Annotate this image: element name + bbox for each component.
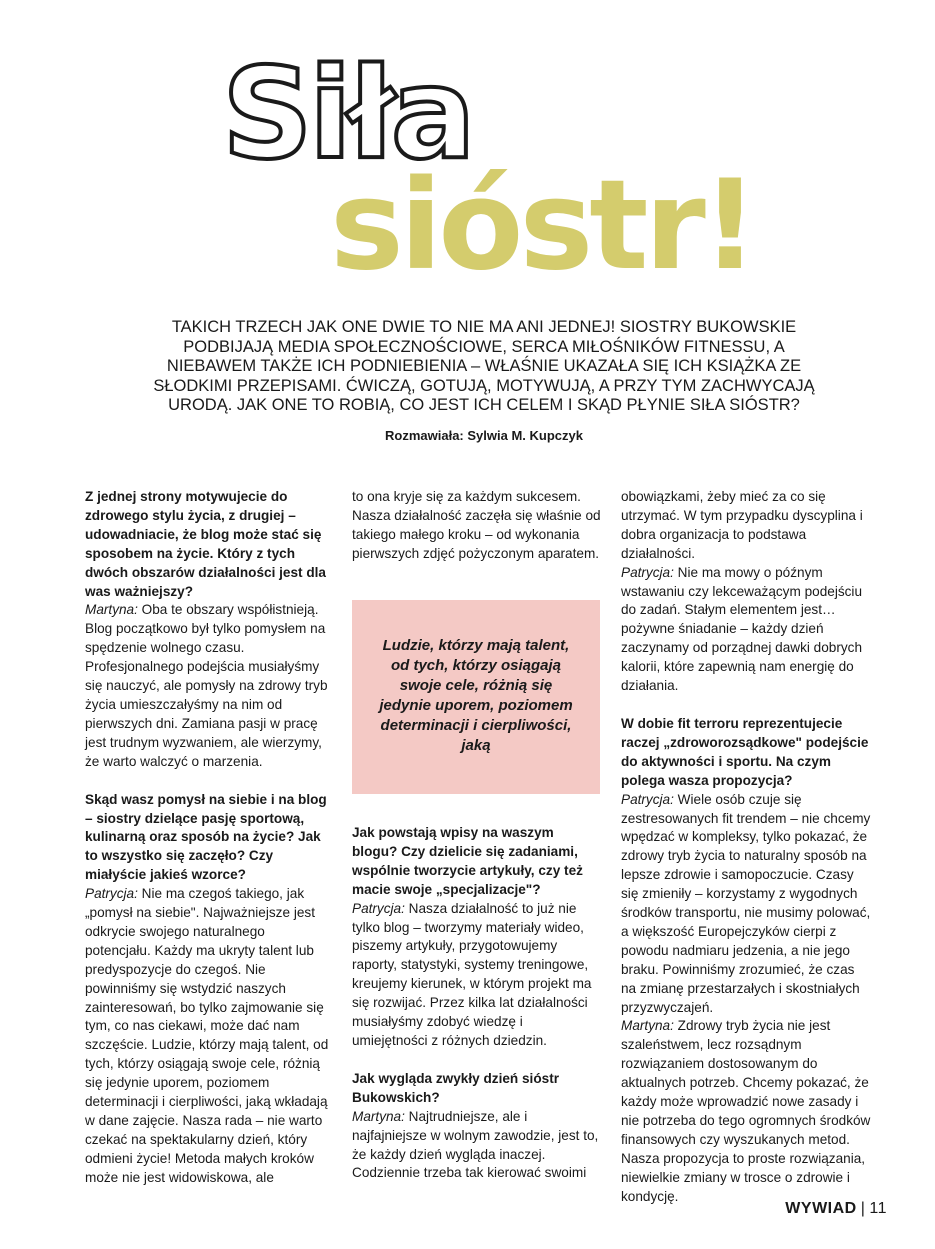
answer-4: [352, 1108, 602, 1184]
answer-7: [621, 1017, 871, 1206]
question-1: Z jednej strony motywujecie do zdrowego stylu życia, z drugiej – udowadniacie, że blog może stać się sposobem na życie. Który z tych dwóch obszarów działalności jest dla was ważniejszy?: [85, 489, 326, 599]
continued-text: to ona kryje się za każdym sukcesem. Nasza działalność zaczęła się właśnie od takiego małego kroku – od wykonania pierwszych zdjęć pożyczonym aparatem.: [352, 489, 601, 561]
lead-paragraph: TAKICH TRZECH JAK ONE DWIE TO NIE MA ANI JEDNEJ! SIOSTRY BUKOWSKIE PODBIJAJĄ MEDIA SPOŁECZNOŚCIOWE, SERCA MIŁOŚNIKÓW FITNESSU, A NIEBAWEM TAKŻE ICH PODNIEBIENIA – WŁAŚNIE UKAZAŁA SIĘ ICH KSIĄŻKA ZE SŁODKIMI PRZEPISAMI. ĆWICZĄ, GOTUJĄ, MOTYWUJĄ, A PRZY TYM ZACHWYCAJĄ URODĄ. JAK ONE TO ROBIĄ, CO JEST ICH CELEM I SKĄD PŁYNIE SIŁA SIÓSTR?: [153, 318, 815, 414]
footer-separator: |: [860, 1200, 866, 1217]
title-line-2: sióstr!: [330, 154, 755, 298]
speaker-label: Patrycja:: [352, 900, 405, 916]
question-2: Skąd wasz pomysł na siebie i na blog – siostry dzielące pasję sportową, kulinarną oraz sposób na życie? Jak to wszystko się zaczęło? Czy miałyście jakieś wzorce?: [85, 791, 327, 883]
answer-text: Najtrudniejsze, ale i najfajniejsze w wolnym zawodzie, jest to, że każdy dzień wygląda inaczej. Codziennie trzeba tak kierować swoimi: [352, 1108, 599, 1181]
speaker-label: Martyna:: [85, 602, 138, 618]
page-footer: [785, 1200, 887, 1218]
answer-2: [85, 885, 333, 1188]
answer-1: [85, 601, 333, 771]
answer-text: Nie ma mowy o późnym wstawaniu czy lekceważącym podejściu do zadań. Stałym elementem jest… pożywne śniadanie – każdy dzień zaczynamy od porządnej dawki dobrych kalorii, które zapewnią nam energię do działania.: [621, 564, 863, 694]
continued-text: obowiązkami, żeby mieć za co się utrzymać. W tym przypadku dyscyplina i dobra organizacja to podstawa działalności.: [621, 489, 863, 561]
answer-text: Zdrowy tryb życia nie jest szaleństwem, lecz rozsądnym rozwiązaniem dostosowanym do aktualnych potrzeb. Chcemy pokazać, że każdy może wprowadzić nowe zasady i nie potrzeba do tego ogromnych środków finansowych czy wyszukanych metod. Nasza propozycja to proste rozwiązania, niewielkie zmiany w trosce o zdrowie i kondycję.: [621, 1018, 871, 1204]
question-6: W dobie fit terroru reprezentujecie raczej „zdroworozsądkowe" podejście do aktywności i sportu. Na czym polega wasza propozycja?: [621, 715, 869, 788]
byline: Rozmawiała: Sylwia M. Kupczyk: [385, 428, 583, 443]
answer-text: Oba te obszary współistnieją. Blog początkowo był tylko pomysłem na spędzenie wolnego czasu. Profesjonalnego podejścia musiałyśmy się nauczyć, ale pomysły na zdrowy tryb życia umieszczałyśmy na nim od pierwszych dni. Zamiana pasji w pracę jest trudnym wyzwaniem, ale wierzymy, że warto walczyć o marzenia.: [85, 602, 328, 769]
speaker-label: Patrycja:: [85, 886, 138, 902]
page-number: 11: [869, 1200, 887, 1217]
column-3: [621, 488, 871, 1207]
pull-quote: Ludzie, którzy mają talent, od tych, którzy osiągają swoje cele, różnią się jedynie uporem, poziomem determinacji i cierpliwości, jaką: [379, 637, 573, 754]
speaker-label: Patrycja:: [621, 564, 674, 580]
question-4: Jak wygląda zwykły dzień sióstr Bukowskich?: [352, 1070, 560, 1105]
title-line-1: Siła: [222, 40, 472, 187]
section-label: WYWIAD: [785, 1200, 857, 1217]
column-2: [352, 488, 602, 564]
answer-text: Wiele osób czuje się zestresowanych fit trendem – nie chcemy wpędzać w kompleksy, tylko pokazać, że zdrowy tryb życia to naturalny sposób na lepsze zdrowie i samopoczucie. Czasy się zmieniły – korzystamy z wygodnych środków transportu, nie musimy polować, a większość Europejczyków cierpi z powodu nadmiaru jedzenia, a nie jego braku. Powinniśmy zrozumieć, że czas na zmianę przestarzałych i skostniałych przyzwyczajeń.: [621, 791, 871, 1015]
answer-3: [352, 900, 602, 1051]
answer-text: Nie ma czegoś takiego, jak „pomysł na siebie". Najważniejsze jest odkrycie swojego naturalnego potencjału. Każdy ma ukryty talent lub predyspozycje do czegoś. Nie powinniśmy się wstydzić naszych zainteresowań, bo tylko zajmowanie się tym, co nas ciekawi, może dać nam szczęście. Ludzie, którzy mają talent, od tych, którzy osiągają swoje cele, różnią się jedynie uporem, poziomem determinacji i cierpliwości, jaką wkładają w dane zajęcie. Nasza rada – nie warto czekać na spektakularny dzień, który odmieni życie! Metoda małych kroków może nie jest widowiskowa, ale: [85, 886, 329, 1185]
speaker-label: Patrycja:: [621, 791, 674, 807]
speaker-label: Martyna:: [621, 1018, 674, 1034]
column-1: [85, 488, 333, 1188]
question-3: Jak powstają wpisy na waszym blogu? Czy dzielicie się zadaniami, wspólnie tworzycie artykuły, czy też macie swoje „specjalizacje"?: [352, 825, 583, 897]
pull-quote-box: [352, 600, 600, 794]
speaker-label: Martyna:: [352, 1108, 405, 1124]
answer-5: [621, 564, 871, 696]
answer-6: [621, 791, 871, 1018]
answer-text: Nasza działalność to już nie tylko blog – tworzymy materiały wideo, piszemy artykuły, przygotowujemy raporty, statystyki, systemy treningowe, kreujemy kierunek, w którym projekt ma się rozwijać. Przez kilka lat działalności musiałyśmy zdobyć wiedzę i umiejętności z różnych dziedzin.: [352, 900, 592, 1048]
column-2-lower: [352, 824, 602, 1183]
